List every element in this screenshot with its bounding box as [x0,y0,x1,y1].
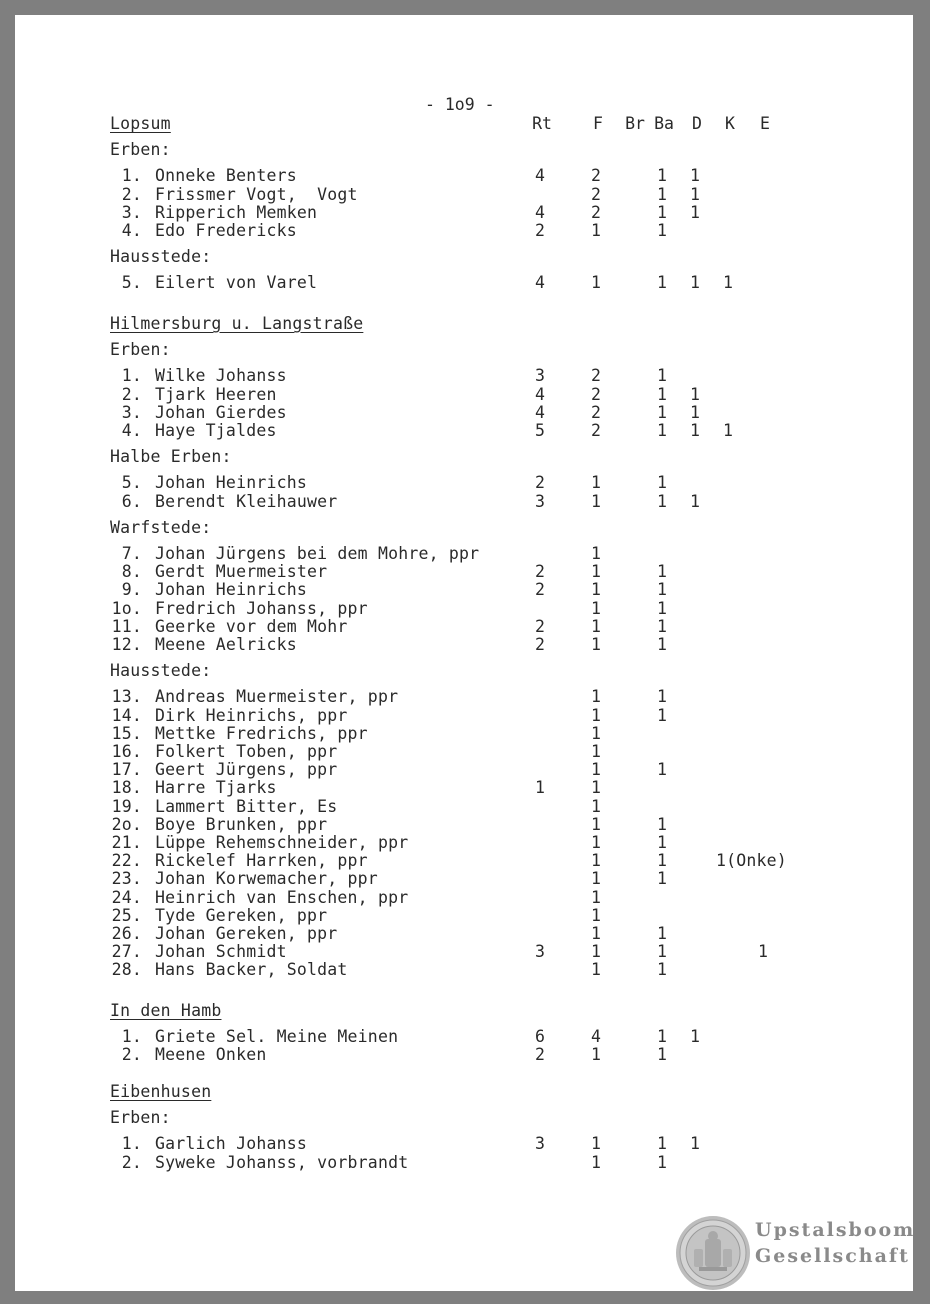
entry-value-ba: 1 [657,616,667,636]
entry-name: Edo Fredericks [155,221,297,240]
entry-number: 12. [111,635,142,654]
entry-number: 2. [121,384,142,404]
entry-name: Rickelef Harrken, ppr [155,851,368,871]
entry-value-f: 2 [591,184,601,204]
entry-value-f: 1 [591,580,601,600]
entry-value-ba: 1 [657,1027,667,1047]
entry-value-ba: 1 [657,814,667,834]
entry-value-f: 1 [591,723,601,743]
entry-value-f: 1 [591,778,601,798]
entry-value-rt: 1 [535,778,545,798]
entry-number: 2. [121,1045,142,1065]
entry-value-f: 1 [591,796,601,816]
entry-value-ba: 1 [657,851,667,871]
entry-value-ba: 1 [657,491,667,511]
entry-value-rt: 4 [535,273,545,293]
entry-number: 19. [111,796,142,816]
entry-value-f: 2 [591,402,601,422]
entry-value-f: 1 [591,635,601,654]
entry-value-ba: 1 [657,273,667,293]
entry-value-rt: 4 [535,202,545,222]
entry-number: 2o. [111,814,142,834]
entry-value-rt: 3 [535,491,545,511]
entry-value-rt: 4 [535,166,545,186]
entry-value-rt: 5 [535,421,545,440]
entry-value-ba: 1 [657,473,667,493]
entry-value-ba: 1 [657,760,667,780]
entry-value-d: 1 [690,421,700,440]
entry-value-f: 1 [591,887,601,907]
entry-name: Eilert von Varel [155,273,318,293]
entry-number: 3. [121,202,142,222]
entry-number: 5. [121,273,142,293]
entry-value-f: 1 [591,1045,601,1065]
entry-number: 3. [121,402,142,422]
entry-name: Johan Gereken, ppr [155,924,338,943]
entry-number: 25. [111,905,142,925]
entry-name: Boye Brunken, ppr [155,814,328,834]
entry-value-f: 2 [591,202,601,222]
entry-name: Lammert Bitter, Es [155,796,338,816]
entry-name: Heinrich van Enschen, ppr [155,887,409,907]
entry-value-ba: 1 [657,580,667,600]
entry-value-f: 1 [591,1134,601,1154]
entry-value-rt: 2 [535,473,545,493]
entry-value-ba: 1 [657,1152,667,1172]
entry-name: Johan Gierdes [155,402,287,422]
entry-value-f: 2 [591,366,601,386]
entry-value-rt: 2 [535,580,545,600]
entry-name: Johan Schmidt [155,942,287,962]
entry-name: Wilke Johanss [155,366,287,386]
entry-name: Ripperich Memken [155,202,318,222]
entry-value-f: 1 [591,924,601,943]
column-header-rt: Rt [532,114,552,133]
entry-number: 6. [121,491,142,511]
entry-value-f: 1 [591,905,601,925]
section-title: Lopsum [110,114,171,133]
entry-number: 5. [121,473,142,493]
entry-value-d: 1 [690,491,700,511]
entry-value-f: 2 [591,384,601,404]
entry-name: Johan Jürgens bei dem Mohre, ppr [155,544,480,563]
entry-value-rt: 2 [535,562,545,582]
entry-value-k: 1 [723,273,733,293]
entry-value-rt: 6 [535,1027,545,1047]
entry-name: Haye Tjaldes [155,421,277,440]
entry-name: Harre Tjarks [155,778,277,798]
entry-value-k: 1(Onke) [716,851,787,871]
entry-value-f: 1 [591,760,601,780]
entry-name: Johan Heinrichs [155,580,308,600]
entry-value-f: 1 [591,705,601,725]
entry-value-f: 1 [591,942,601,962]
entry-value-ba: 1 [657,184,667,204]
group-label: Hausstede: [110,247,212,267]
entry-number: 11. [111,616,142,636]
entry-value-ba: 1 [657,942,667,962]
entry-value-rt: 3 [535,366,545,386]
entry-value-rt: 3 [535,942,545,962]
entry-number: 1o. [111,598,142,618]
entry-value-rt: 4 [535,384,545,404]
entry-value-f: 1 [591,221,601,240]
entry-value-rt: 2 [535,1045,545,1065]
section-title: Eibenhusen [110,1082,212,1101]
entry-value-f: 1 [591,598,601,618]
entry-name: Johan Korwemacher, ppr [155,869,378,889]
entry-name: Geerke vor dem Mohr [155,616,348,636]
entry-value-d: 1 [690,273,700,293]
entry-name: Meene Onken [155,1045,267,1065]
entry-name: Berendt Kleihauwer [155,491,338,511]
entry-value-f: 1 [591,742,601,761]
logo-text-line2: Gesellschaft [755,1245,910,1267]
group-label: Hausstede: [110,661,212,681]
section-title: Hilmersburg u. Langstraße [110,314,364,333]
entry-value-f: 1 [591,473,601,493]
entry-name: Geert Jürgens, ppr [155,760,338,780]
entry-value-f: 1 [591,869,601,889]
entry-value-e: 1 [758,942,768,962]
entry-number: 16. [111,742,142,761]
entry-value-ba: 1 [657,635,667,654]
entry-number: 17. [111,760,142,780]
entry-value-f: 2 [591,166,601,186]
entry-value-f: 1 [591,273,601,293]
entry-number: 22. [111,851,142,871]
entry-number: 1. [121,166,142,186]
entry-value-d: 1 [690,1027,700,1047]
entry-value-f: 1 [591,814,601,834]
entry-number: 15. [111,723,142,743]
column-header-ba: Ba [654,114,674,133]
column-header-d: D [692,114,702,133]
entry-name: Onneke Benters [155,166,297,186]
entry-number: 9. [121,580,142,600]
entry-number: 26. [111,924,142,943]
entry-number: 28. [111,960,142,980]
document-page [15,15,916,1291]
entry-value-rt: 3 [535,1134,545,1154]
entry-value-ba: 1 [657,924,667,943]
entry-number: 4. [121,221,142,240]
entry-value-f: 1 [591,833,601,852]
entry-name: Johan Heinrichs [155,473,308,493]
entry-value-d: 1 [690,384,700,404]
entry-number: 7. [121,544,142,563]
entry-value-ba: 1 [657,598,667,618]
entry-value-rt: 4 [535,402,545,422]
entry-value-d: 1 [690,1134,700,1154]
entry-value-f: 1 [591,960,601,980]
entry-value-f: 1 [591,544,601,563]
entry-name: Hans Backer, Soldat [155,960,348,980]
entry-number: 8. [121,562,142,582]
entry-number: 1. [121,366,142,386]
entry-value-ba: 1 [657,1134,667,1154]
entry-value-f: 1 [591,616,601,636]
section-title: In den Hamb [110,1001,222,1020]
entry-value-ba: 1 [657,421,667,440]
entry-value-ba: 1 [657,166,667,186]
entry-value-ba: 1 [657,384,667,404]
entry-value-f: 1 [591,687,601,707]
entry-name: Lüppe Rehemschneider, ppr [155,833,409,852]
entry-number: 1. [121,1134,142,1154]
page-number: - 1o9 - [425,95,495,114]
entry-number: 4. [121,421,142,440]
entry-name: Tjark Heeren [155,384,277,404]
entry-value-d: 1 [690,166,700,186]
entry-number: 24. [111,887,142,907]
entry-name: Fredrich Johanss, ppr [155,598,368,618]
entry-value-ba: 1 [657,562,667,582]
entry-value-ba: 1 [657,366,667,386]
entry-name: Syweke Johanss, vorbrandt [155,1152,409,1172]
entry-value-ba: 1 [657,402,667,422]
group-label: Halbe Erben: [110,447,232,467]
entry-value-ba: 1 [657,833,667,852]
entry-name: Griete Sel. Meine Meinen [155,1027,399,1047]
seal-logo-icon [675,1215,751,1291]
entry-number: 27. [111,942,142,962]
entry-number: 13. [111,687,142,707]
entry-name: Mettke Fredrichs, ppr [155,723,368,743]
entry-name: Dirk Heinrichs, ppr [155,705,348,725]
entry-name: Tyde Gereken, ppr [155,905,328,925]
entry-value-d: 1 [690,184,700,204]
entry-name: Garlich Johanss [155,1134,308,1154]
group-label: Warfstede: [110,517,212,537]
column-header-f: F [593,114,603,133]
entry-number: 23. [111,869,142,889]
group-label: Erben: [110,140,171,160]
entry-value-k: 1 [723,421,733,440]
entry-value-ba: 1 [657,1045,667,1065]
entry-value-f: 2 [591,421,601,440]
entry-value-f: 1 [591,1152,601,1172]
entry-value-rt: 2 [535,635,545,654]
entry-value-ba: 1 [657,960,667,980]
entry-value-ba: 1 [657,705,667,725]
entry-value-f: 1 [591,851,601,871]
entry-value-ba: 1 [657,221,667,240]
entry-number: 2. [121,1152,142,1172]
entry-name: Folkert Toben, ppr [155,742,338,761]
entry-number: 14. [111,705,142,725]
logo-text-line1: Upstalsboom [755,1219,916,1241]
entry-value-rt: 2 [535,221,545,240]
entry-value-ba: 1 [657,202,667,222]
entry-number: 1. [121,1027,142,1047]
group-label: Erben: [110,1108,171,1128]
entry-value-f: 1 [591,562,601,582]
column-header-e: E [760,114,770,133]
entry-number: 21. [111,833,142,852]
entry-number: 2. [121,184,142,204]
entry-value-ba: 1 [657,687,667,707]
column-header-k: K [725,114,735,133]
entry-value-ba: 1 [657,869,667,889]
group-label: Erben: [110,340,171,360]
entry-value-f: 4 [591,1027,601,1047]
entry-name: Andreas Muermeister, ppr [155,687,399,707]
entry-name: Gerdt Muermeister [155,562,328,582]
entry-number: 18. [111,778,142,798]
column-header-br: Br [625,114,645,133]
entry-value-d: 1 [690,202,700,222]
entry-value-f: 1 [591,491,601,511]
entry-name: Meene Aelricks [155,635,297,654]
entry-name: Frissmer Vogt, Vogt [155,184,358,204]
entry-value-d: 1 [690,402,700,422]
entry-value-rt: 2 [535,616,545,636]
